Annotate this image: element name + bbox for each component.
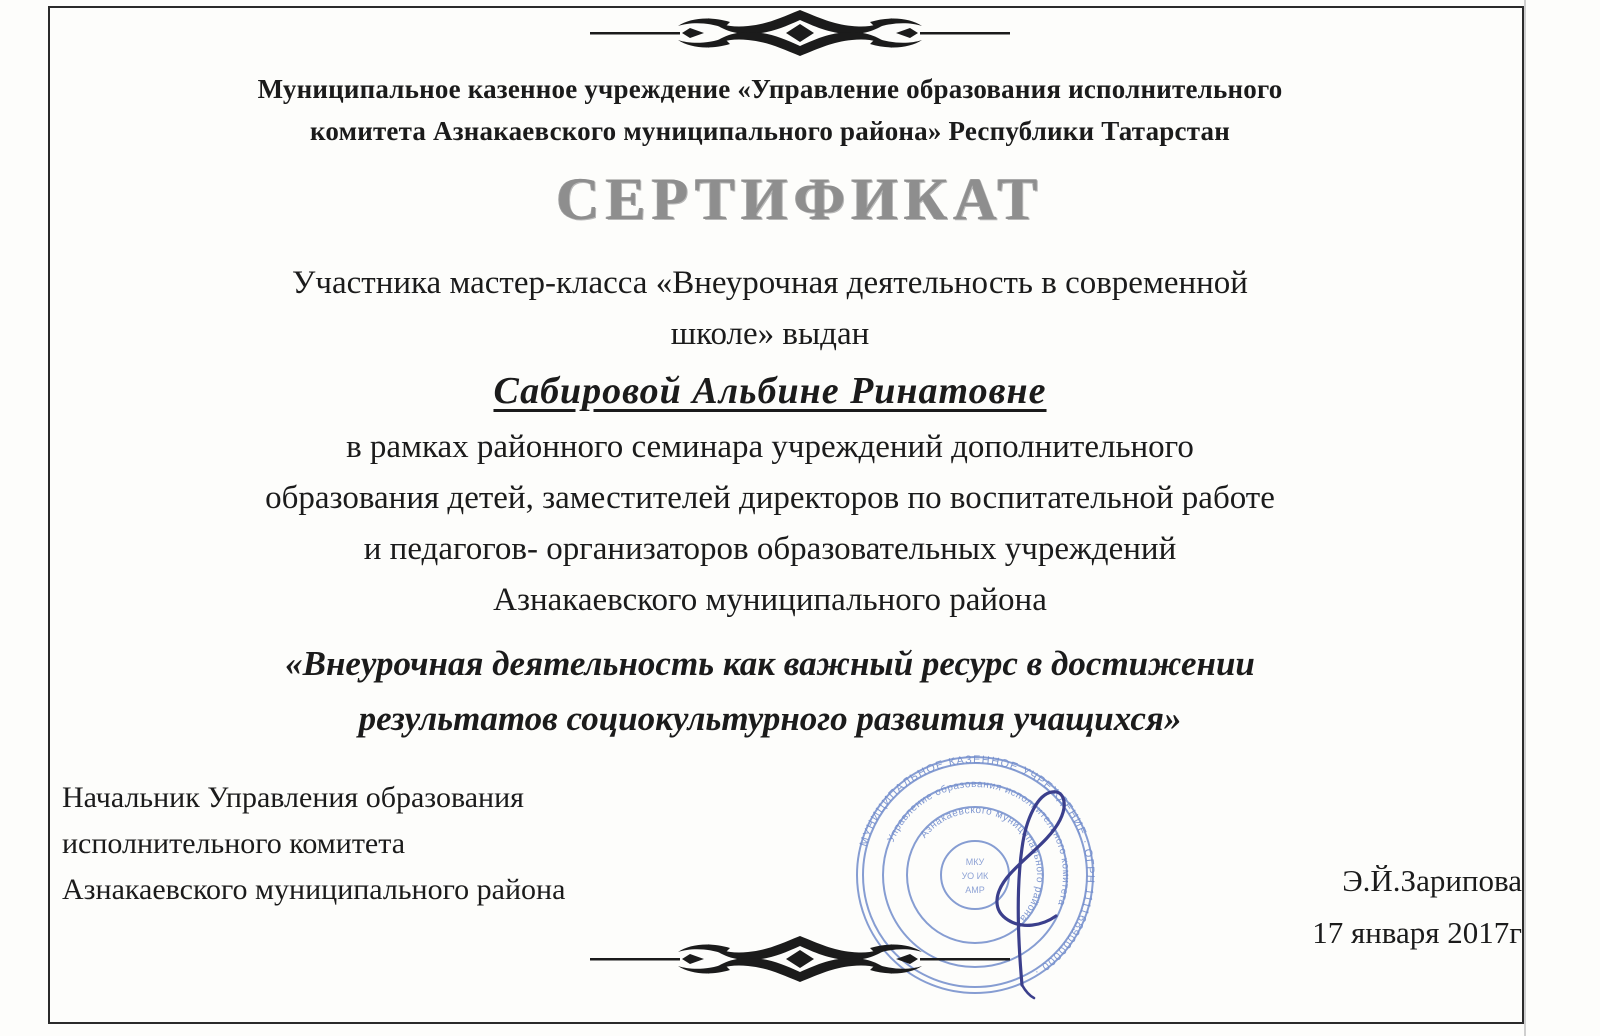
svg-text:АМР: АМР: [965, 885, 985, 895]
organization-line-2: комитета Азнакаевского муниципального района» Республики Татарстан: [310, 116, 1230, 146]
body-line-4: образования детей, заместителей директоров по воспитательной работе: [265, 480, 1275, 516]
organization-line-1: Муниципальное казенное учреждение «Управление образования исполнительного: [257, 74, 1283, 104]
svg-text:Управление образования исполни: Управление образования исполнительного комитета: [885, 778, 1072, 908]
certificate-body: [60, 258, 1480, 746]
svg-text:МКУ: МКУ: [965, 857, 985, 867]
signature-role: [62, 775, 762, 913]
topic-line-2: результатов социокультурного развития учащихся»: [358, 699, 1182, 738]
scan-edge: [1524, 0, 1526, 1036]
ornament-bottom-icon: [570, 930, 1030, 988]
ornament-top-icon: [570, 4, 1030, 62]
signature-role-line-3: Азнакаевского муниципального района: [62, 873, 566, 906]
svg-text:Азнакаевского муниципального р: Азнакаевского муниципального района: [918, 804, 1046, 925]
svg-text:МУНИЦИПАЛЬНОЕ КАЗЕННОЕ УЧРЕЖДЕ: МУНИЦИПАЛЬНОЕ КАЗЕННОЕ УЧРЕЖДЕНИЕ · ОГРН 1111689000000 ·: [857, 753, 1097, 979]
body-line-1: Участника мастер-класса «Внеурочная деятельность в современной: [292, 265, 1248, 301]
issue-date: 17 января 2017г: [1312, 915, 1522, 950]
topic-line-1: «Внеурочная деятельность как важный ресурс в достижении: [285, 644, 1255, 683]
page-title: СЕРТИФИКАТ: [556, 166, 1044, 232]
signature-role-line-2: исполнительного комитета: [62, 827, 406, 860]
organization-name: [60, 68, 1480, 152]
body-line-2: школе» выдан: [670, 316, 870, 352]
svg-text:УО ИК: УО ИК: [961, 871, 989, 881]
body-line-3: в рамках районного семинара учреждений дополнительного: [346, 429, 1194, 465]
signer-name: Э.Й.Зарипова: [1342, 863, 1522, 898]
recipient-name: Сабировой Альбине Ринатовне: [493, 370, 1047, 412]
signer-block: [1102, 855, 1522, 959]
body-line-5: и педагогов- организаторов образовательных учреждений: [363, 531, 1177, 567]
signature-role-line-1: Начальник Управления образования: [62, 781, 524, 814]
body-line-6: Азнакаевского муниципального района: [493, 582, 1047, 618]
